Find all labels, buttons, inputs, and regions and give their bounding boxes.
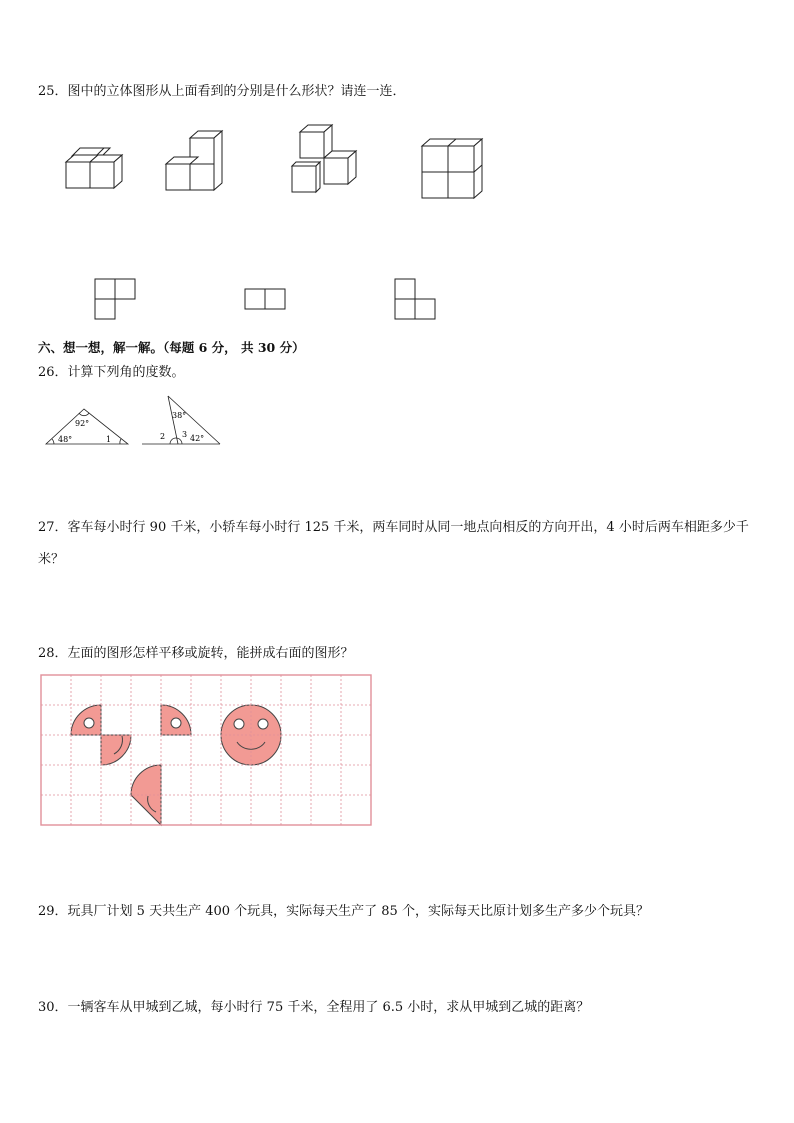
tri1-right-angle: 1 [106, 435, 112, 444]
view-reverse-l-shape [394, 278, 438, 322]
section-6-heading: 六、想一想，解一解。（每题 6 分， 共 30 分） [38, 340, 305, 355]
solid-2 [164, 132, 234, 192]
tri2-angle-2: 2 [160, 432, 166, 441]
tri1-left-angle: 48° [58, 435, 73, 444]
triangle-2 [140, 394, 230, 446]
translation-grid [40, 674, 372, 826]
solid-1 [64, 144, 134, 194]
question-26-text: 26．计算下列角的度数。 [38, 365, 185, 380]
question-25-text: 25．图中的立体图形从上面看到的分别是什么形状？请连一连． [38, 84, 406, 99]
solid-4 [420, 134, 490, 204]
question-28-text: 28．左面的图形怎样平移或旋转，能拼成右面的图形？ [38, 646, 354, 661]
tri2-right-angle: 42° [190, 434, 205, 443]
tri2-top-angle: 38° [172, 411, 187, 420]
view-two-squares [244, 288, 288, 312]
grid-border [41, 675, 371, 825]
question-29-text: 29．玩具厂计划 5 天共生产 400 个玩具，实际每天生产了 85 个，实际每天比原计划多生产多少个玩具？ [38, 904, 649, 919]
question-27-text: 27．客车每小时行 90 千米，小轿车每小时行 125 千米，两车同时从同一地点向相反的方向开出，4 小时后两车相距多少千米？ [38, 520, 749, 567]
tri2-angle-3: 3 [182, 430, 188, 439]
question-30-text: 30．一辆客车从甲城到乙城，每小时行 75 千米，全程用了 6.5 小时，求从甲城到乙城的距离？ [38, 1000, 590, 1015]
triangle-1 [44, 406, 134, 446]
view-l-shape [94, 278, 138, 322]
tri1-top-angle: 92° [75, 419, 90, 428]
solid-3 [290, 124, 370, 196]
